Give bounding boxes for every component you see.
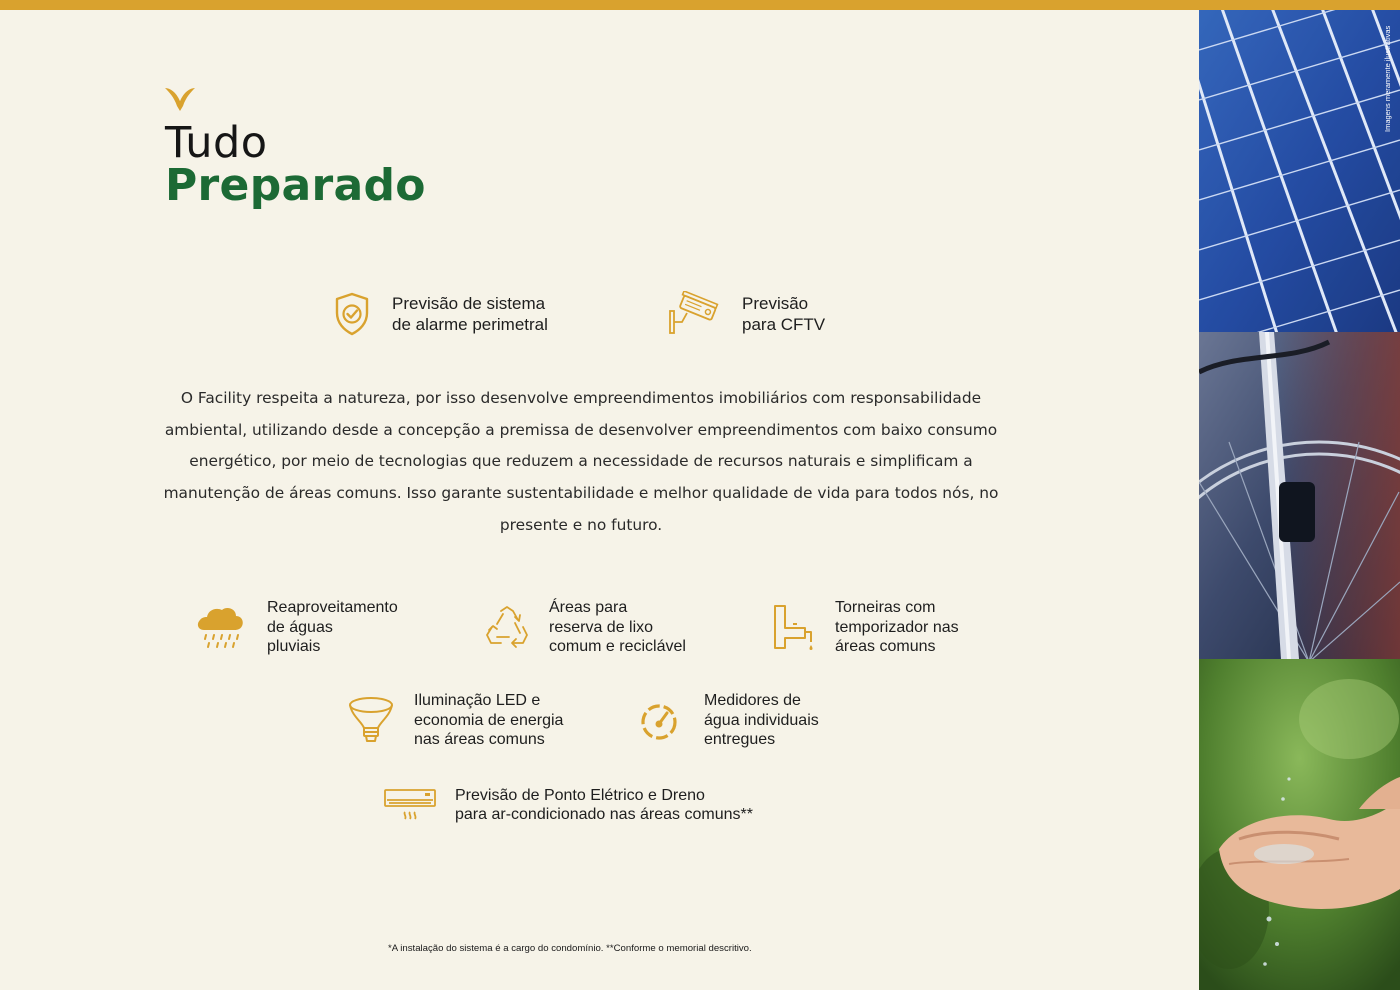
feature-cftv xyxy=(666,290,825,338)
feature-text: Iluminação LED e economia de energia nas áreas comuns xyxy=(414,692,564,748)
page-title-line1: Tudo xyxy=(165,118,268,168)
led-bulb-icon xyxy=(345,692,397,748)
water-meter-icon xyxy=(634,692,684,748)
top-accent-bar xyxy=(0,0,1400,10)
feature-torneiras xyxy=(768,598,959,657)
recycle-icon xyxy=(482,600,532,654)
feature-text: Previsão de Ponto Elétrico e Dreno para ar-condicionado nas áreas comuns** xyxy=(455,786,753,823)
illustrative-images-note: Imagens meramente ilustrativas xyxy=(1383,25,1392,132)
feature-text: Torneiras com temporizador nas áreas comuns xyxy=(835,599,959,655)
feature-text: Previsão para CFTV xyxy=(742,294,826,334)
side-photo-strip xyxy=(1199,10,1400,990)
feature-text: Áreas para reserva de lixo comum e reciclável xyxy=(549,599,686,655)
feature-text: Reaproveitamento de águas pluviais xyxy=(267,599,398,655)
brand-leaf-icon xyxy=(163,84,197,114)
feature-medidores xyxy=(634,691,819,750)
water-hands-photo xyxy=(1199,659,1400,990)
feature-led xyxy=(345,691,563,750)
feature-ar-condicionado xyxy=(383,785,753,825)
feature-alarme xyxy=(330,290,548,338)
air-conditioner-icon xyxy=(383,785,437,825)
page-title-line2: Preparado xyxy=(165,160,426,211)
feature-text: Previsão de sistema de alarme perimetral xyxy=(392,294,548,334)
faucet-icon xyxy=(768,600,816,654)
intro-paragraph: O Facility respeita a natureza, por isso desenvolve empreendimentos imobiliários com responsabilidade ambiental, utilizando desde a concepção a premissa de desenvolver empreendimentos com baixo consumo energético, por meio de tecnologias que reduzem a necessidade de recursos naturais e simplificam a manutenção de áreas comuns. Isso garante sustentabilidade e melhor qualidade de vida para todos nós, no presente e no futuro. xyxy=(163,389,999,534)
shield-check-icon xyxy=(330,290,374,338)
feature-aguas-pluviais xyxy=(193,598,398,657)
footnote: *A instalação do sistema é a cargo do condomínio. **Conforme o memorial descritivo. xyxy=(388,943,752,954)
bicycle-photo xyxy=(1199,332,1400,659)
rain-cloud-icon xyxy=(193,600,247,654)
feature-reciclavel xyxy=(482,598,686,657)
security-camera-icon xyxy=(666,290,722,338)
feature-text: Medidores de água individuais entregues xyxy=(704,692,819,748)
solar-panel-photo xyxy=(1199,10,1400,332)
